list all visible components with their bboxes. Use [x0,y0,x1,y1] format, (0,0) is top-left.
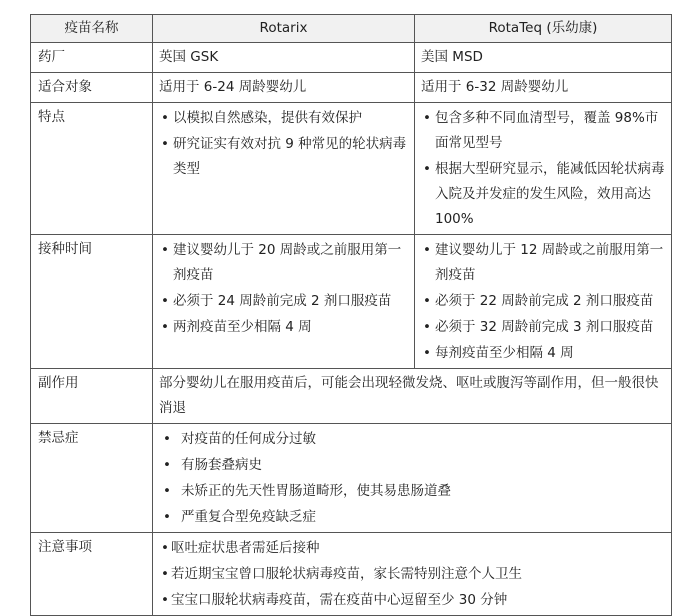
contraindications-list [159,427,665,530]
bullet-icon: • [161,319,169,335]
features-rotateq-cell [415,103,672,235]
notes-row [31,533,672,616]
target-rotarix: 适用于 6-24 周龄婴幼儿 [153,73,415,103]
list-item: • 对疫苗的任何成分过敏 [159,427,665,452]
bullet-icon: • [163,457,171,473]
bullet-icon: • [161,540,169,556]
bullet-icon: • [423,161,431,177]
maker-rotateq: 美国 MSD [415,43,672,73]
bullet-icon: • [161,293,169,309]
list-item: • 有肠套叠病史 [159,453,665,478]
list-item: • 两剂疫苗至少相隔 4 周 [159,315,408,340]
header-label: 疫苗名称 [31,15,153,43]
features-row [31,103,672,235]
list-item: • 根据大型研究显示，能减低因轮状病毒入院及并发症的发生风险，效用高达 100% [421,157,665,232]
list-item: • 包含多种不同血清型号，覆盖 98%市面常见型号 [421,106,665,156]
bullet-icon: • [423,319,431,335]
schedule-rotateq-list [421,238,665,366]
target-row [31,73,672,103]
notes-cell [153,533,672,616]
maker-rotarix: 英国 GSK [153,43,415,73]
notes-list [159,536,665,613]
schedule-rotarix-list [159,238,408,340]
list-item: • 必须于 22 周龄前完成 2 剂口服疫苗 [421,289,665,314]
features-label: 特点 [31,103,153,235]
target-label: 适合对象 [31,73,153,103]
header-rotarix: Rotarix [153,15,415,43]
list-item: • 严重复合型免疫缺乏症 [159,505,665,530]
notes-label: 注意事项 [31,533,153,616]
side-effects-label: 副作用 [31,369,153,424]
list-item: • 呕吐症状患者需延后接种 [159,536,665,561]
contraindications-row [31,424,672,533]
bullet-icon: • [161,242,169,258]
bullet-icon: • [161,136,169,152]
list-item: • 以模拟自然感染，提供有效保护 [159,106,408,131]
list-item: • 必须于 32 周龄前完成 3 剂口服疫苗 [421,315,665,340]
features-rotateq-list [421,106,665,232]
schedule-row [31,235,672,369]
header-rotateq: RotaTeq (乐幼康) [415,15,672,43]
maker-row [31,43,672,73]
bullet-icon: • [161,110,169,126]
list-item: • 建议婴幼儿于 20 周龄或之前服用第一剂疫苗 [159,238,408,288]
contraindications-cell [153,424,672,533]
features-rotarix-list [159,106,408,182]
list-item: • 宝宝口服轮状病毒疫苗，需在疫苗中心逗留至少 30 分钟 [159,588,665,613]
schedule-label: 接种时间 [31,235,153,369]
schedule-rotateq-cell [415,235,672,369]
side-effects-text: 部分婴幼儿在服用疫苗后，可能会出现轻微发烧、呕吐或腹泻等副作用，但一般很快消退 [153,369,672,424]
schedule-rotarix-cell [153,235,415,369]
table-header-row [31,15,672,43]
bullet-icon: • [423,242,431,258]
bullet-icon: • [163,509,171,525]
bullet-icon: • [161,566,169,582]
list-item: • 必须于 24 周龄前完成 2 剂口服疫苗 [159,289,408,314]
target-rotateq: 适用于 6-32 周龄婴幼儿 [415,73,672,103]
bullet-icon: • [163,431,171,447]
list-item: • 研究证实有效对抗 9 种常见的轮状病毒类型 [159,132,408,182]
list-item: • 每剂疫苗至少相隔 4 周 [421,341,665,366]
maker-label: 药厂 [31,43,153,73]
bullet-icon: • [423,293,431,309]
features-rotarix-cell [153,103,415,235]
bullet-icon: • [163,483,171,499]
bullet-icon: • [423,110,431,126]
vaccine-comparison-table [30,14,672,616]
contraindications-label: 禁忌症 [31,424,153,533]
list-item: • 建议婴幼儿于 12 周龄或之前服用第一剂疫苗 [421,238,665,288]
bullet-icon: • [161,592,169,608]
side-effects-row [31,369,672,424]
bullet-icon: • [423,345,431,361]
list-item: • 未矫正的先天性胃肠道畸形，使其易患肠道叠 [159,479,665,504]
list-item: • 若近期宝宝曾口服轮状病毒疫苗，家长需特别注意个人卫生 [159,562,665,587]
